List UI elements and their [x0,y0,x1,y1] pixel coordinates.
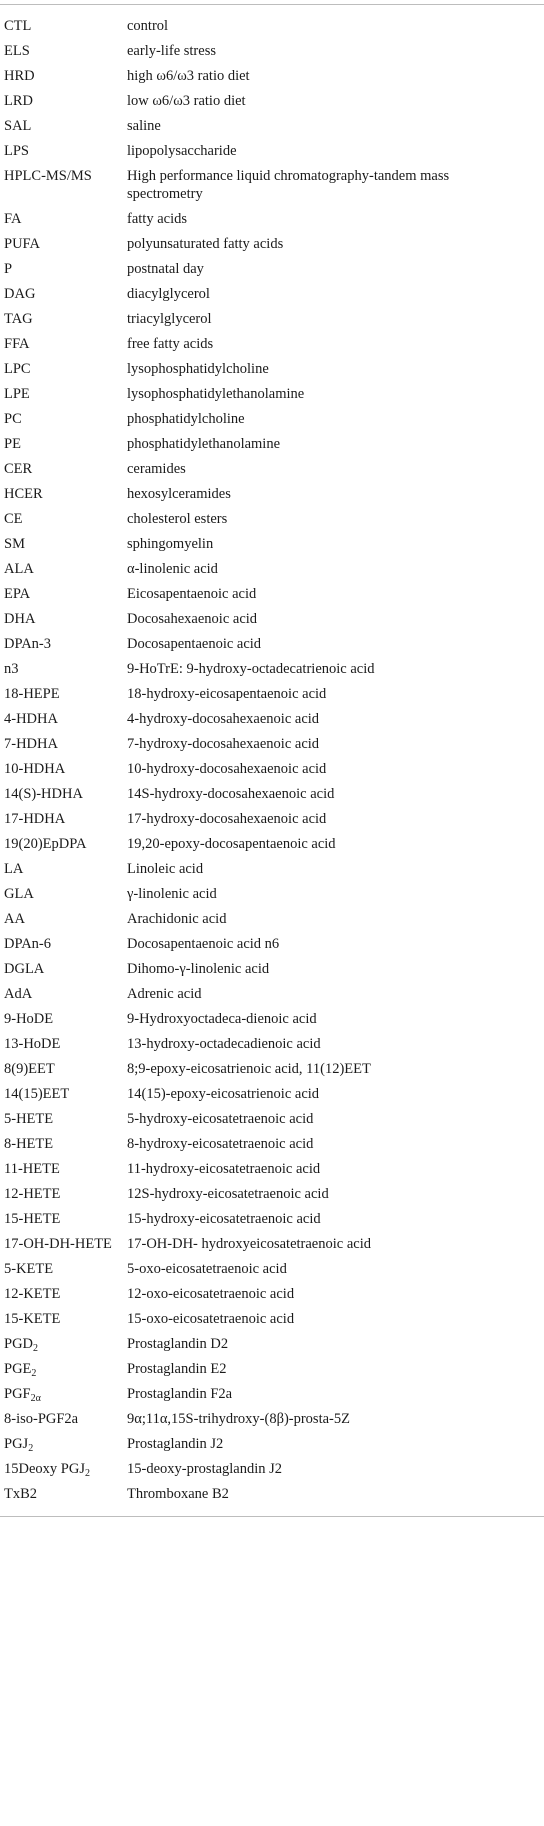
abbreviation-cell [0,1435,127,1453]
table-row [0,1106,544,1131]
abbreviation-text: PGJ [4,1435,29,1452]
definition-cell: α-linolenic acid [127,560,218,577]
abbreviation-cell: CE [4,510,23,527]
abbreviation-cell: 15-HETE [4,1210,61,1227]
abbreviation-cell: 17-HDHA [4,810,66,827]
table-row [0,138,544,163]
definition-cell: 8-hydroxy-eicosatetraenoic acid [127,1135,314,1152]
table-row [0,1081,544,1106]
abbreviation-cell: HCER [4,485,43,502]
table-row [0,256,544,281]
definition-cell: diacylglycerol [127,285,210,302]
abbreviation-cell: HRD [4,67,35,84]
abbreviation-cell: 9-HoDE [4,1010,54,1027]
abbreviation-cell: 14(15)EET [4,1085,70,1102]
definition-cell: 11-hydroxy-eicosatetraenoic acid [127,1160,321,1177]
abbreviation-cell: DPAn-6 [4,935,52,952]
table-row [0,13,544,38]
table-row [0,781,544,806]
definition-cell: Adrenic acid [127,985,202,1002]
abbreviation-cell: 5-KETE [4,1260,54,1277]
table-row [0,1231,544,1256]
table-row [0,931,544,956]
abbreviation-subscript: 2 [84,1467,90,1479]
definition-cell: High performance liquid chromatography-tandem mass spectrometry [127,167,450,202]
definition-cell: sphingomyelin [127,535,214,552]
table-row [0,606,544,631]
table-row [0,856,544,881]
definition-cell: 9-HoTrE: 9-hydroxy-octadecatrienoic acid [127,660,375,677]
definition-cell: Prostaglandin J2 [127,1435,224,1452]
definition-cell: free fatty acids [127,335,214,352]
table-row [0,531,544,556]
definition-cell: Docosapentaenoic acid [127,635,262,652]
table-row [0,281,544,306]
abbreviation-subscript: 2 [33,1342,39,1354]
definition-cell: 17-OH-DH- hydroxyeicosatetraenoic acid [127,1235,371,1252]
definition-cell: phosphatidylcholine [127,410,245,427]
abbreviation-cell: LPC [4,360,31,377]
table-bottom-rule [0,1516,544,1517]
abbreviation-cell: LPE [4,385,30,402]
table-row [0,681,544,706]
definition-cell: early-life stress [127,42,216,59]
table-row [0,1156,544,1181]
abbreviation-cell: GLA [4,885,34,902]
definition-cell: 12-oxo-eicosatetraenoic acid [127,1285,295,1302]
abbreviation-cell [0,1385,127,1403]
table-row [0,631,544,656]
abbreviation-cell [0,1335,127,1353]
table-row [0,63,544,88]
abbreviation-text: PGE [4,1360,32,1377]
table-row [0,456,544,481]
table-row [0,1206,544,1231]
definition-cell: 5-hydroxy-eicosatetraenoic acid [127,1110,314,1127]
abbreviation-cell: 8(9)EET [4,1060,55,1077]
table-row [0,113,544,138]
definition-cell: 15-hydroxy-eicosatetraenoic acid [127,1210,321,1227]
table-row [0,231,544,256]
definition-cell: cholesterol esters [127,510,228,527]
table-row [0,756,544,781]
definition-cell: Arachidonic acid [127,910,227,927]
table-body [0,5,544,1516]
table-row [0,1131,544,1156]
definition-cell: 9α;11α,15S-trihydroxy-(8β)-prosta-5Z [127,1410,350,1427]
table-row [0,88,544,113]
table-row [0,1456,544,1481]
definition-cell: 12S-hydroxy-eicosatetraenoic acid [127,1185,329,1202]
definition-cell: 10-hydroxy-docosahexaenoic acid [127,760,327,777]
abbreviation-subscript: 2 [28,1442,34,1454]
definition-cell: Prostaglandin E2 [127,1360,227,1377]
table-row [0,706,544,731]
definition-cell: hexosylceramides [127,485,231,502]
definition-cell: postnatal day [127,260,204,277]
table-row [0,831,544,856]
abbreviation-cell: 14(S)-HDHA [4,785,83,802]
table-row [0,206,544,231]
table-row [0,1406,544,1431]
definition-cell: saline [127,117,161,134]
abbreviation-cell: PC [4,410,22,427]
abbreviation-cell: ALA [4,560,34,577]
abbreviation-cell: 17-OH-DH-HETE [4,1235,112,1252]
abbreviation-text: PGD [4,1335,34,1352]
definition-cell: Prostaglandin F2a [127,1385,233,1402]
table-row [0,1381,544,1406]
definition-cell: 15-deoxy-prostaglandin J2 [127,1460,283,1477]
table-row [0,731,544,756]
abbreviation-cell: CTL [4,17,32,34]
table-row [0,656,544,681]
abbreviation-cell: 18-HEPE [4,685,60,702]
table-row [0,1331,544,1356]
abbreviation-cell: 5-HETE [4,1110,54,1127]
definition-cell: lysophosphatidylethanolamine [127,385,305,402]
definition-cell: 4-hydroxy-docosahexaenoic acid [127,710,320,727]
table-row [0,506,544,531]
abbreviation-cell: TxB2 [4,1485,38,1502]
abbreviation-cell: 12-KETE [4,1285,61,1302]
table-row [0,806,544,831]
abbreviation-cell: SAL [4,117,32,134]
abbreviation-text: 15Deoxy PGJ [4,1460,85,1477]
abbreviation-cell: 15-KETE [4,1310,61,1327]
abbreviation-cell: 8-iso-PGF2a [4,1410,79,1427]
abbreviation-cell: LRD [4,92,33,109]
table-row [0,1431,544,1456]
abbreviation-cell: 10-HDHA [4,760,66,777]
abbreviation-cell: 8-HETE [4,1135,54,1152]
abbreviation-cell: ELS [4,42,30,59]
abbreviation-cell: DAG [4,285,36,302]
definition-cell: phosphatidylethanolamine [127,435,281,452]
abbreviation-cell: 7-HDHA [4,735,58,752]
abbreviation-cell: TAG [4,310,33,327]
abbreviation-cell: LPS [4,142,29,159]
abbreviation-subscript: 2α [30,1392,41,1404]
table-row [0,1006,544,1031]
table-row [0,1056,544,1081]
table-row [0,431,544,456]
abbreviation-cell [0,1460,127,1478]
abbreviation-cell: FA [4,210,22,227]
definition-cell: Docosapentaenoic acid n6 [127,935,280,952]
definition-cell: 7-hydroxy-docosahexaenoic acid [127,735,320,752]
table-row [0,1306,544,1331]
abbreviation-cell: P [4,260,13,277]
abbreviation-cell: DGLA [4,960,45,977]
table-row [0,1481,544,1506]
table-row [0,381,544,406]
definition-cell: 14(15)-epoxy-eicosatrienoic acid [127,1085,320,1102]
table-row [0,163,544,206]
abbreviation-cell: EPA [4,585,31,602]
definition-cell: control [127,17,169,34]
table-row [0,1256,544,1281]
definition-cell: 5-oxo-eicosatetraenoic acid [127,1260,287,1277]
definition-cell: Thromboxane B2 [127,1485,229,1502]
definition-cell: 13-hydroxy-octadecadienoic acid [127,1035,321,1052]
table-row [0,981,544,1006]
table-row [0,556,544,581]
definition-cell: high ω6/ω3 ratio diet [127,67,250,84]
definition-cell: γ-linolenic acid [127,885,217,902]
table-row [0,881,544,906]
table-row [0,906,544,931]
abbreviation-cell: DPAn-3 [4,635,52,652]
table-row [0,1281,544,1306]
abbreviation-text: PGF [4,1385,31,1402]
definition-cell: Docosahexaenoic acid [127,610,258,627]
table-row [0,956,544,981]
table-row [0,1356,544,1381]
table-row [0,1031,544,1056]
definition-cell: triacylglycerol [127,310,212,327]
table-row [0,356,544,381]
definition-cell: Eicosapentaenoic acid [127,585,257,602]
abbreviation-cell: 19(20)EpDPA [4,835,87,852]
definition-cell: 15-oxo-eicosatetraenoic acid [127,1310,295,1327]
table-row [0,406,544,431]
definition-cell: polyunsaturated fatty acids [127,235,284,252]
definition-cell: 14S-hydroxy-docosahexaenoic acid [127,785,335,802]
abbreviation-subscript: 2 [31,1367,37,1379]
definition-cell: Linoleic acid [127,860,204,877]
definition-cell: fatty acids [127,210,187,227]
abbreviation-cell: LA [4,860,24,877]
definition-cell: Dihomo-γ-linolenic acid [127,960,270,977]
abbreviation-cell: CER [4,460,33,477]
abbreviation-cell: 11-HETE [4,1160,60,1177]
definition-cell: 18-hydroxy-eicosapentaenoic acid [127,685,327,702]
definition-cell: ceramides [127,460,186,477]
definition-cell: low ω6/ω3 ratio diet [127,92,246,109]
definition-cell: 9-Hydroxyoctadeca-dienoic acid [127,1010,317,1027]
abbreviation-cell: 4-HDHA [4,710,58,727]
abbreviation-cell: SM [4,535,25,552]
abbreviation-cell: n3 [4,660,19,677]
table-row [0,581,544,606]
table-row [0,306,544,331]
abbreviation-cell: PE [4,435,21,452]
table-row [0,38,544,63]
definition-cell: 19,20-epoxy-docosapentaenoic acid [127,835,336,852]
abbreviation-cell: FFA [4,335,30,352]
abbreviation-cell: 13-HoDE [4,1035,61,1052]
abbreviation-cell: PUFA [4,235,40,252]
definition-cell: Prostaglandin D2 [127,1335,229,1352]
table-row [0,1181,544,1206]
table-row [0,331,544,356]
abbreviation-cell: 12-HETE [4,1185,61,1202]
definition-cell: 8;9-epoxy-eicosatrienoic acid, 11(12)EET [127,1060,371,1077]
abbreviation-cell: DHA [4,610,36,627]
abbreviation-cell [0,1360,127,1378]
abbreviation-cell: HPLC-MS/MS [4,167,92,184]
definition-cell: 17-hydroxy-docosahexaenoic acid [127,810,327,827]
table-row [0,481,544,506]
definition-cell: lipopolysaccharide [127,142,237,159]
definition-cell: lysophosphatidylcholine [127,360,269,377]
abbreviation-cell: AdA [4,985,33,1002]
abbreviation-cell: AA [4,910,25,927]
